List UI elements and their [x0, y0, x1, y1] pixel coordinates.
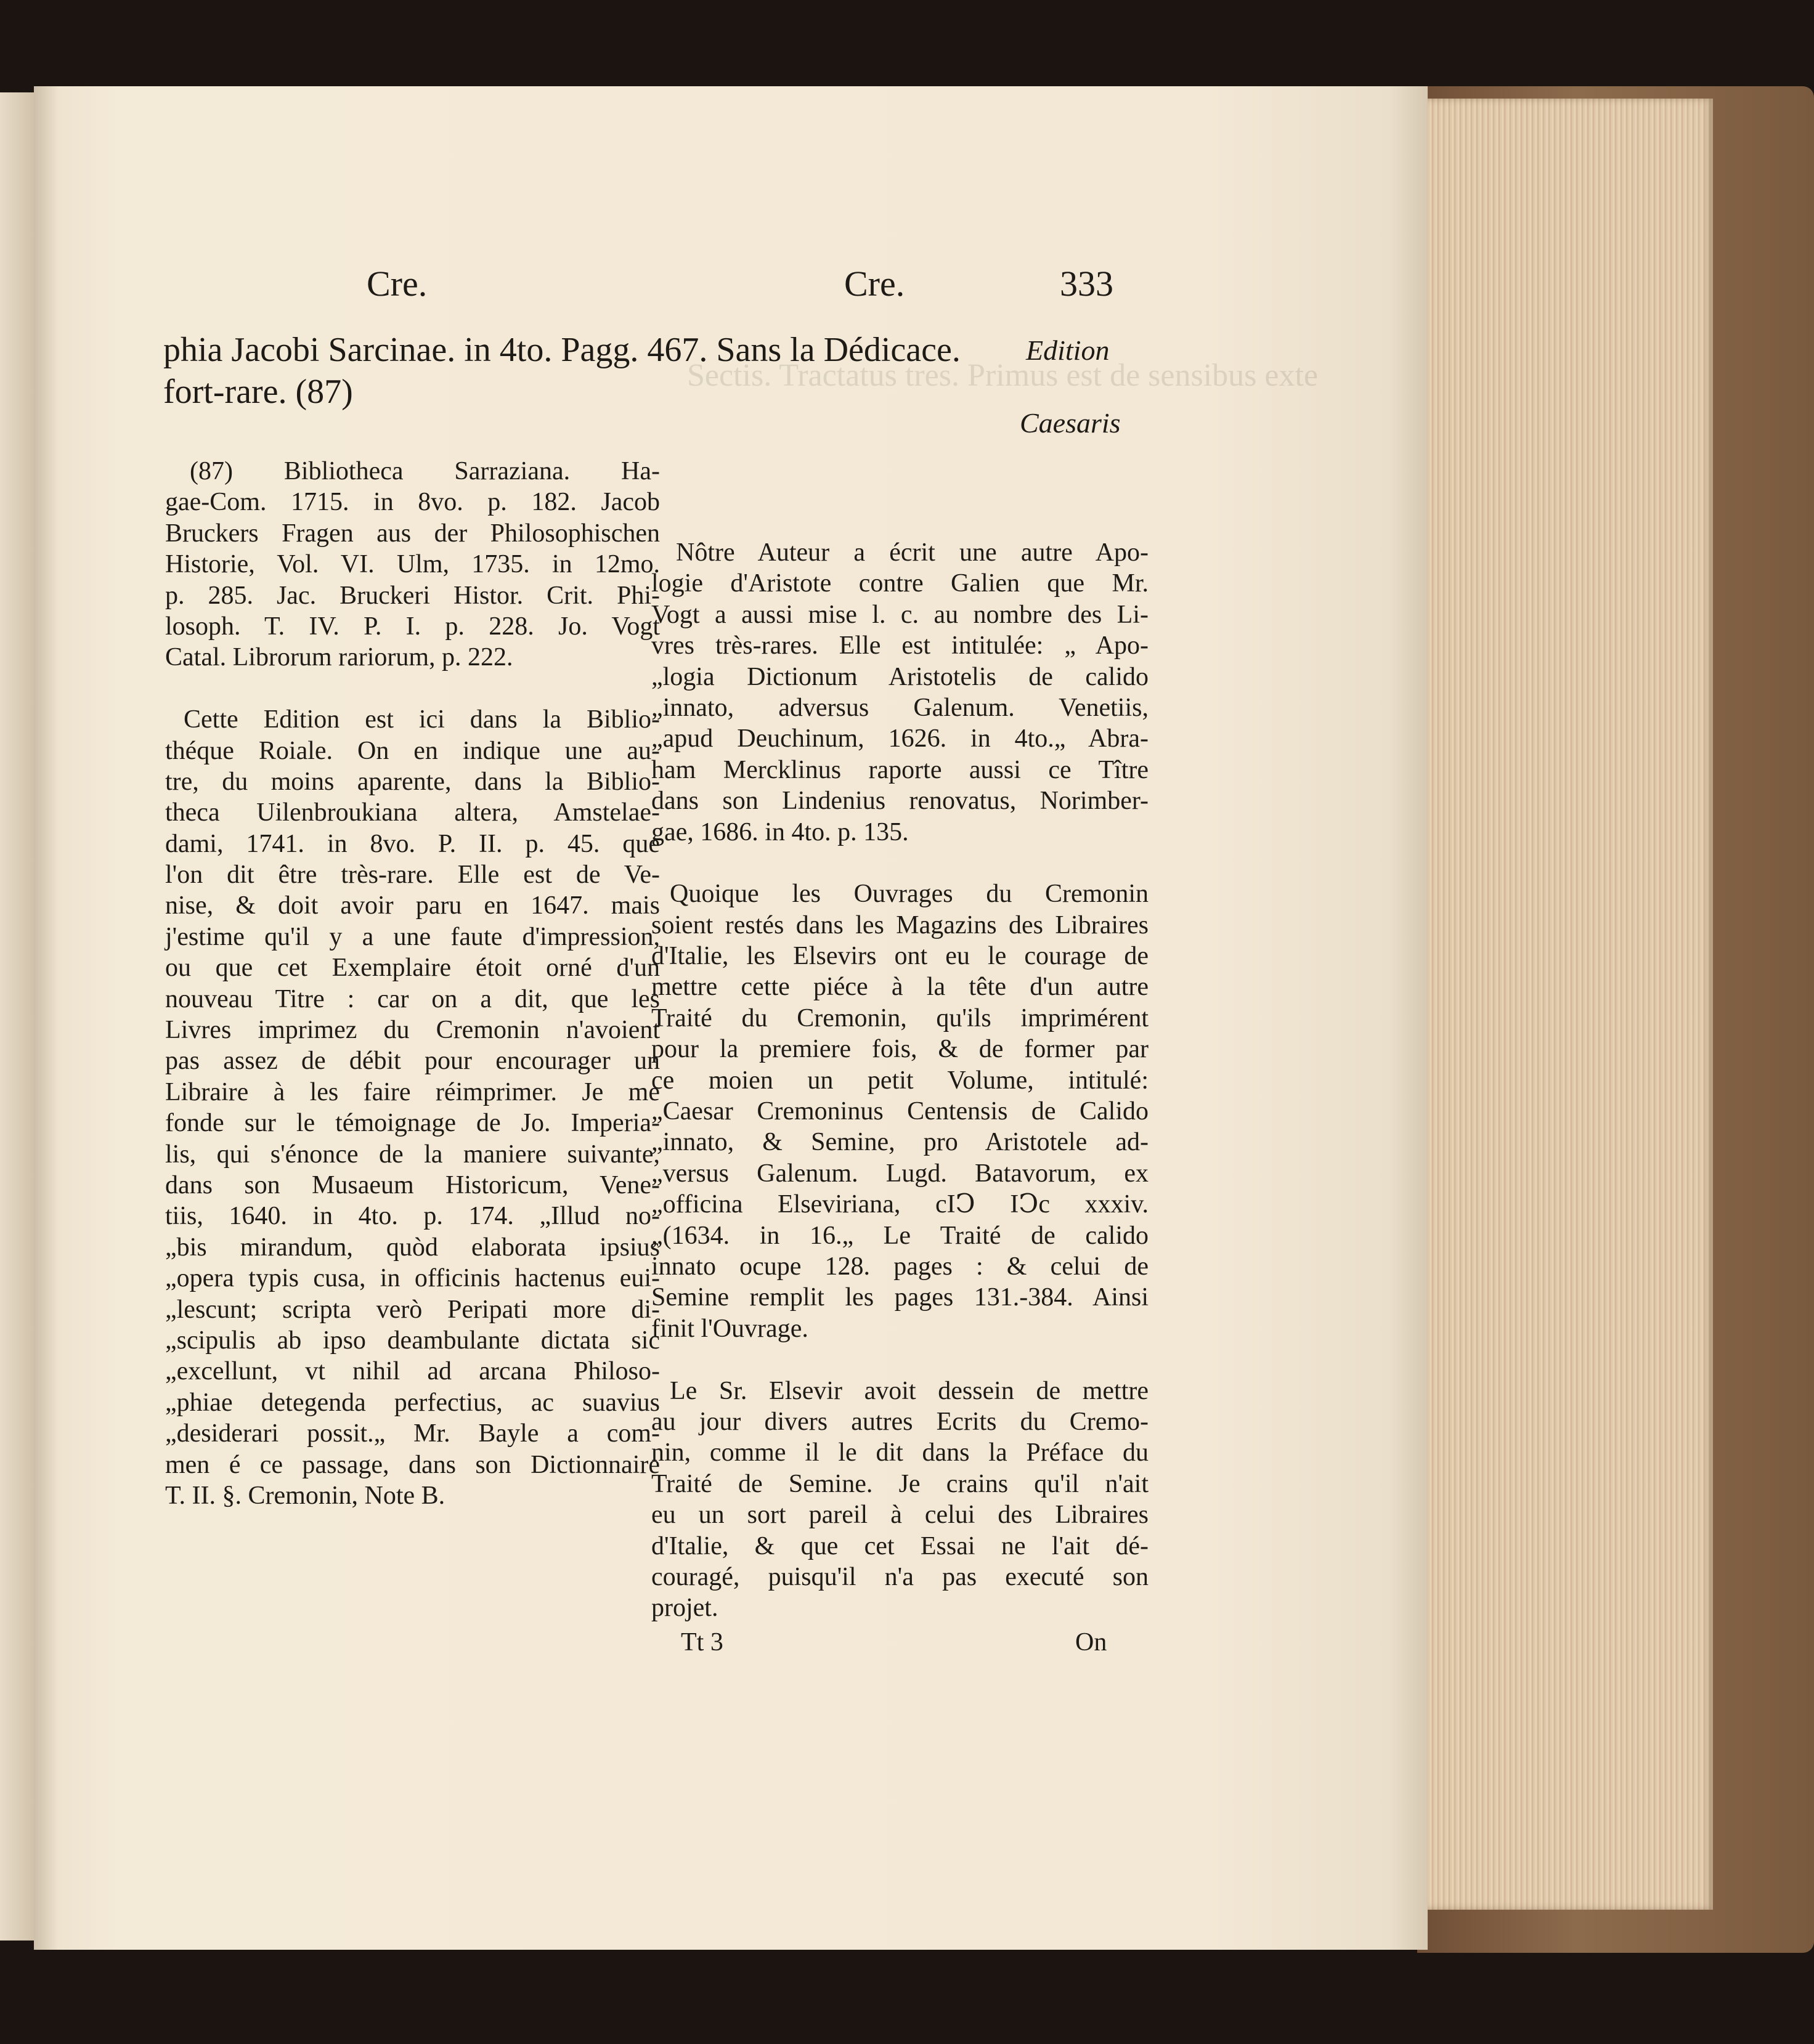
left-line: T. II. §. Cremonin, Note B. [165, 1481, 445, 1510]
catchword-bottom: On [1075, 1628, 1107, 1657]
right-line: au jour divers autres Ecrits du Cremo- [651, 1407, 1149, 1436]
lead-line-1-right: Edition [1026, 335, 1110, 366]
right-line: innato ocupe 128. pages : & celui de [651, 1252, 1149, 1281]
right-line [651, 848, 1149, 878]
page-number: 333 [1060, 264, 1113, 304]
right-line: mettre cette piéce à la tête d'un autre [651, 973, 1149, 1002]
right-line: „logia Dictionum Aristotelis de calido [651, 662, 1149, 691]
signature-mark: Tt 3 [681, 1628, 723, 1657]
left-line: (87) Bibliotheca Sarraziana. Ha- [190, 457, 660, 485]
running-head-left: Cre. [367, 264, 428, 304]
right-line: nin, comme il le dit dans la Préface du [651, 1438, 1149, 1467]
lead-line-1: phia Jacobi Sarcinae. in 4to. Pagg. 467. Sans la Dédicace. [163, 331, 961, 369]
right-column [651, 537, 1149, 1624]
right-line: Traité de Semine. Je crains qu'il n'ait [651, 1469, 1149, 1498]
right-line: d'Italie, les Elsevirs ont eu le courage de [651, 942, 1149, 971]
left-line: „lescunt; scripta verò Peripati more di- [165, 1295, 660, 1324]
right-line: d'Italie, & que cet Essai ne l'ait dé- [651, 1531, 1149, 1560]
right-line: „versus Galenum. Lugd. Batavorum, ex [651, 1159, 1149, 1188]
running-head-center: Cre. [844, 264, 905, 304]
right-line: finit l'Ouvrage. [651, 1314, 808, 1343]
right-line: „innato, adversus Galenum. Venetiis, [651, 693, 1149, 722]
left-line: „phiae detegenda perfectius, ac suavius [165, 1388, 660, 1417]
right-line: Traité du Cremonin, qu'ils imprimérent [651, 1004, 1149, 1032]
right-line: ham Mercklinus raporte aussi ce Tître [651, 755, 1149, 784]
right-line: „innato, & Semine, pro Aristotele ad- [651, 1128, 1149, 1157]
right-line: dans son Lindenius renovatus, Norimber- [651, 787, 1149, 816]
left-line: ou que cet Exemplaire étoit orné d'un [165, 954, 660, 983]
right-line: projet. [651, 1594, 718, 1623]
right-line: ce moien un petit Volume, intitulé: [651, 1066, 1149, 1095]
left-line: Historie, Vol. VI. Ulm, 1735. in 12mo. [165, 550, 660, 579]
left-line: Libraire à les faire réimprimer. Je me [165, 1077, 660, 1106]
right-line: „apud Deuchinum, 1626. in 4to.„ Abra- [651, 724, 1149, 753]
lead-line-2: fort-rare. (87) [163, 373, 353, 411]
right-line: gae, 1686. in 4to. p. 135. [651, 817, 909, 846]
right-line: Vogt a aussi mise l. c. au nombre des Li- [651, 600, 1149, 629]
right-line: couragé, puisqu'il n'a pas executé son [651, 1562, 1149, 1591]
left-line: Catal. Librorum rariorum, p. 222. [165, 643, 513, 672]
right-line: Le Sr. Elsevir avoit dessein de mettre [670, 1376, 1149, 1405]
left-line: tre, du moins aparente, dans la Biblio- [165, 767, 660, 796]
left-line: „bis mirandum, quòd elaborata ipsius [165, 1233, 660, 1262]
left-line: j'estime qu'il y a une faute d'impression, [165, 922, 660, 951]
left-column [165, 456, 660, 1511]
left-line: Cette Edition est ici dans la Biblio- [184, 705, 660, 734]
right-line: Quoique les Ouvrages du Cremonin [670, 880, 1149, 909]
page [34, 86, 1428, 1950]
right-line: „(1634. in 16.„ Le Traité de calido [651, 1221, 1149, 1250]
show-through: Sectis. Tractatus tres. Primus est de sensibus exte [687, 358, 1319, 393]
right-line: logie d'Aristote contre Galien que Mr. [651, 569, 1149, 598]
right-line: eu un sort pareil à celui des Libraires [651, 1501, 1149, 1530]
left-line: pas assez de débit pour encourager un [165, 1047, 660, 1076]
right-line: „officina Elseviriana, cIↃ IↃc xxxiv. [651, 1190, 1149, 1219]
left-line: „desiderari possit.„ Mr. Bayle a com- [165, 1419, 660, 1448]
left-line: dans son Musaeum Historicum, Vene- [165, 1170, 660, 1199]
left-line [165, 673, 660, 704]
left-line: „opera typis cusa, in officinis hactenus eui- [165, 1264, 660, 1293]
left-line: theca Uilenbroukiana altera, Amstelae- [165, 798, 660, 827]
left-line: tiis, 1640. in 4to. p. 174. „Illud no- [165, 1202, 660, 1231]
right-line: Semine remplit les pages 131.-384. Ainsi [651, 1283, 1149, 1312]
left-line: p. 285. Jac. Bruckeri Histor. Crit. Phi- [165, 581, 660, 610]
left-line: gae-Com. 1715. in 8vo. p. 182. Jacob [165, 488, 660, 517]
facing-page-edge [0, 92, 37, 1941]
left-line: théque Roiale. On en indique une au- [165, 736, 660, 765]
left-line: l'on dit être très-rare. Elle est de Ve- [165, 861, 660, 890]
page-edges [1423, 99, 1713, 1910]
left-line: „scipulis ab ipso deambulante dictata sic [165, 1326, 660, 1355]
right-line: „Caesar Cremoninus Centensis de Calido [651, 1097, 1149, 1126]
left-line: losoph. T. IV. P. I. p. 228. Jo. Vogt [165, 612, 660, 641]
right-line: Nôtre Auteur a écrit une autre Apo- [676, 538, 1149, 567]
right-line: vres très-rares. Elle est intitulée: „ Apo- [651, 631, 1149, 660]
left-line: Bruckers Fragen aus der Philosophischen [165, 519, 660, 548]
right-line: pour la premiere fois, & de former par [651, 1035, 1149, 1064]
left-line: Livres imprimez du Cremonin n'avoient [165, 1016, 660, 1045]
left-line: nise, & doit avoir paru en 1647. mais [165, 891, 660, 920]
left-line: dami, 1741. in 8vo. P. II. p. 45. que [165, 829, 660, 858]
left-line: fonde sur le témoignage de Jo. Imperia- [165, 1109, 660, 1138]
right-line [651, 1344, 1149, 1375]
catchword-top: Caesaris [1020, 407, 1121, 439]
left-line: „excellunt, vt nihil ad arcana Philoso- [165, 1357, 660, 1386]
right-line: soient restés dans les Magazins des Libraires [651, 910, 1149, 939]
left-line: men é ce passage, dans son Dictionnaire [165, 1450, 660, 1479]
left-line: lis, qui s'énonce de la maniere suivante, [165, 1140, 660, 1169]
left-line: nouveau Titre : car on a dit, que les [165, 984, 660, 1013]
